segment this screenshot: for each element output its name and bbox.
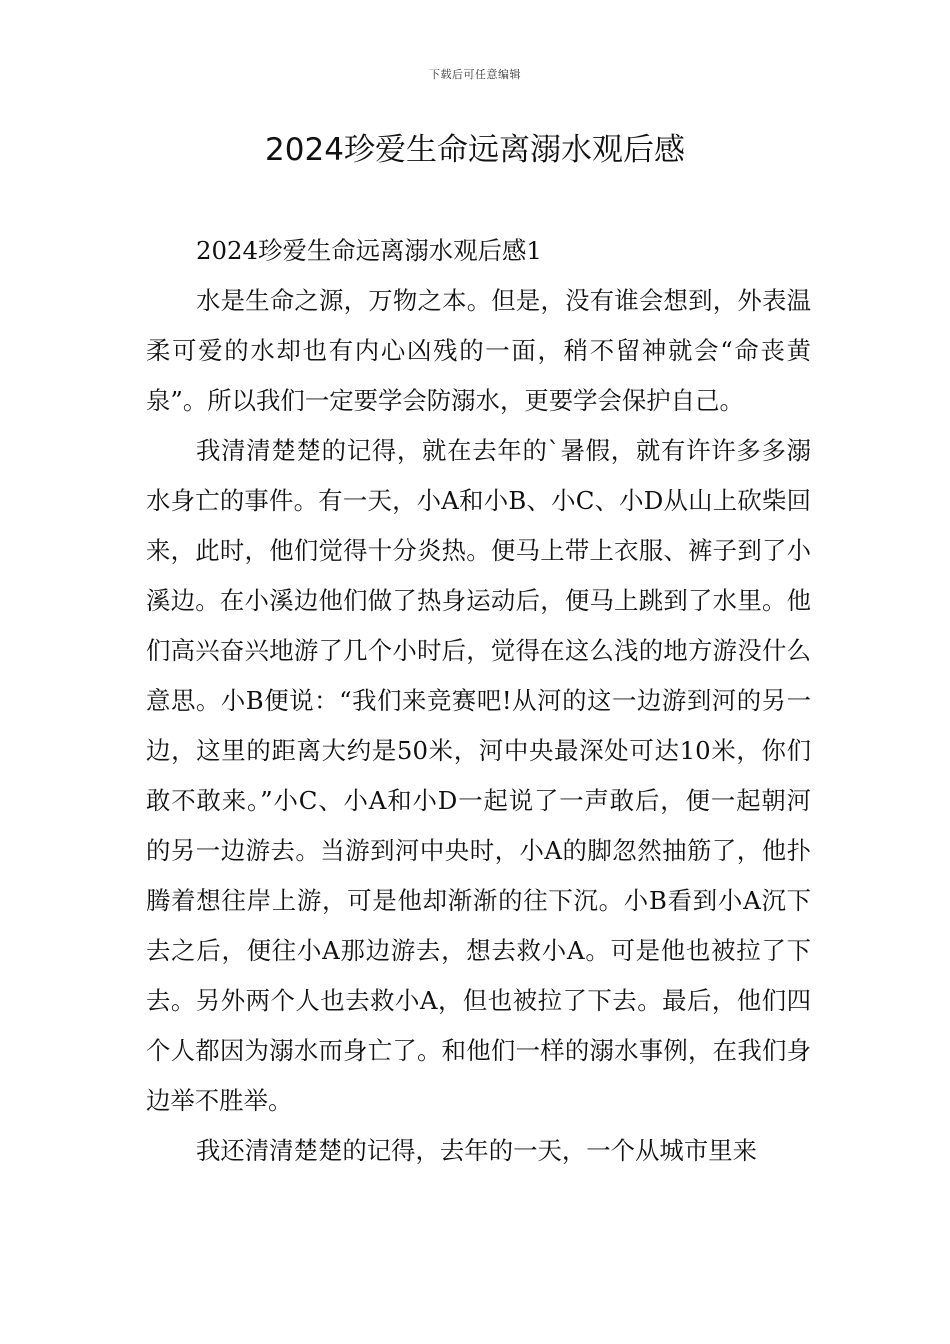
document-title: 2024珍爱生命远离溺水观后感 [265,132,685,168]
section-heading: 2024珍爱生命远离溺水观后感1 [196,236,542,265]
header-note: 下载后可任意编辑 [429,68,521,81]
document-body [146,226,811,1176]
paragraph-3: 我还清清楚楚的记得，去年的一天，一个从城市里来 [196,1136,757,1165]
paragraph-2: 我清清楚楚的记得，就在去年的`暑假，就有许许多多溺水身亡的事件。有一天，小A和小B、小C、小D从山上砍柴回来，此时，他们觉得十分炎热。便马上带上衣服、裤子到了小溪边。在小溪边他们做了热身运动后，便马上跳到了水里。他们高兴奋兴地游了几个小时后，觉得在这么浅的地方游没什么意思。小B便说：“我们来竞赛吧!从河的这一边游到河的另一边，这里的距离大约是50米，河中央最深处可达10米，你们敢不敢来。”小C、小A和小D一起说了一声敢后，便一起朝河的另一边游去。当游到河中央时，小A的脚忽然抽筋了，他扑腾着想往岸上游，可是他却渐渐的往下沉。小B看到小A沉下去之后，便往小A那边游去，想去救小A。可是他也被拉了下去。另外两个人也去救小A，但也被拉了下去。最后，他们四个人都因为溺水而身亡了。和他们一样的溺水事例，在我们身边举不胜举。 [146,436,811,1115]
paragraph-1: 水是生命之源，万物之本。但是，没有谁会想到，外表温柔可爱的水却也有内心凶残的一面，稍不留神就会“命丧黄泉”。所以我们一定要学会防溺水，更要学会保护自己。 [146,286,811,415]
